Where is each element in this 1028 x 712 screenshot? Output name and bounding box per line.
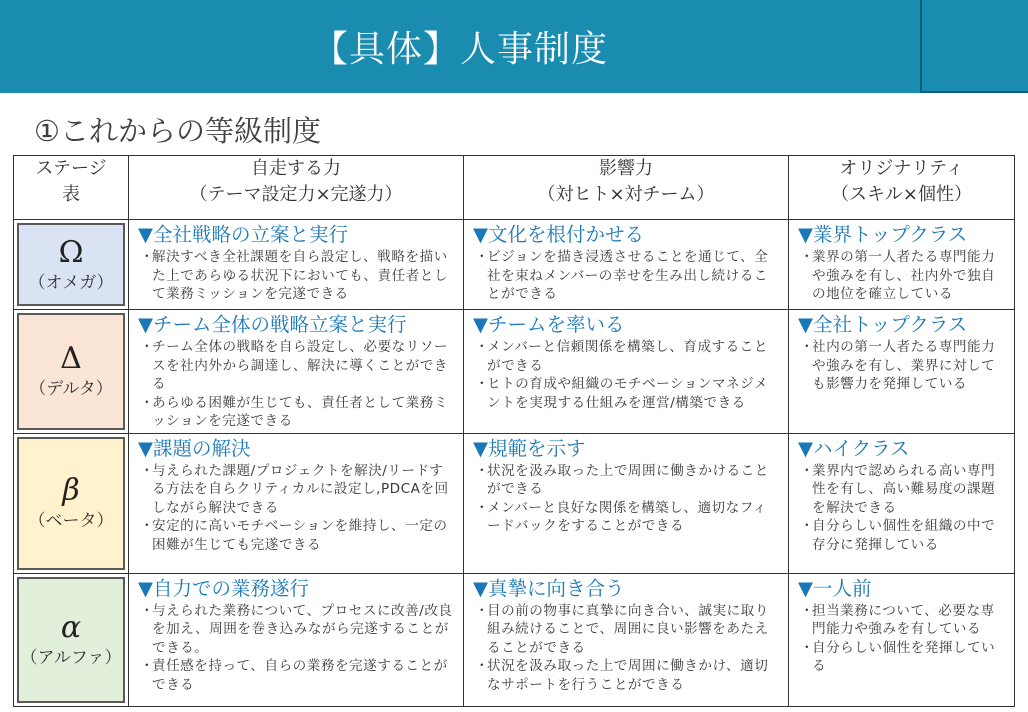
bullet-dot: ・ [140, 249, 155, 265]
criteria-bullets [473, 338, 780, 412]
bullet-item [138, 462, 455, 518]
bullet-text: 責任感を持って、自らの業務を完遂することができる [152, 658, 448, 693]
table-row-alpha [14, 573, 1015, 706]
bullet-text: ビジョンを描き浸透させることを通じて、全社を束ねメンバーの幸せを生み出し続けることができる [487, 249, 769, 302]
bullet-item [798, 338, 1006, 394]
criteria-bullets [138, 338, 455, 431]
bullet-text: 自分らしい個性を発揮している [812, 639, 996, 674]
stage-cell [14, 220, 129, 310]
bullet-text: あらゆる困難が生じても、責任者として業務ミッションを完遂できる [152, 394, 448, 429]
header-corner-box [920, 0, 1028, 93]
bullet-dot: ・ [475, 249, 490, 265]
section-subtitle: ①これからの等級制度 [34, 114, 321, 148]
criteria-title: ▼全社戦略の立案と実行 [138, 223, 348, 246]
bullet-item [798, 639, 1006, 676]
criteria-bullets [473, 462, 780, 536]
criteria-bullets [138, 462, 455, 555]
bullet-text: 与えられた業務について、プロセスに改善/改良を加え、周囲を巻き込みながら完遂することができる。 [152, 602, 453, 656]
criteria-title: ▼業界トップクラス [798, 223, 968, 246]
column-header-influence: 影響力 （対ヒト×対チーム） [464, 156, 789, 220]
bullet-item [798, 602, 1006, 639]
bullet-item [138, 517, 455, 554]
stage-symbol: β [62, 473, 80, 508]
criteria-cell-c1 [129, 433, 464, 573]
stage-symbol: Δ [60, 341, 82, 377]
bullet-dot: ・ [800, 518, 815, 534]
bullet-text: ヒトの育成や組織のモチベーションマネジメントを実現する仕組みを運営/構築できる [487, 376, 768, 411]
bullet-text: メンバーと良好な関係を構築し、適切なフィードバックをすることができる [487, 499, 767, 534]
bullet-dot: ・ [475, 602, 490, 619]
stage-badge [17, 223, 125, 306]
stage-badge [17, 313, 125, 430]
criteria-cell-c2 [464, 220, 789, 310]
criteria-bullets [138, 602, 455, 695]
criteria-title: ▼真摯に向き合う [473, 576, 625, 600]
bullet-text: 状況を汲み取った上で周囲に働きかけることができる [487, 462, 769, 497]
bullet-dot: ・ [140, 462, 155, 479]
bullet-item [473, 375, 780, 412]
bullet-text: 担当業務について、必要な専門能力や強みを有している [812, 602, 995, 637]
stage-symbol: α [60, 609, 82, 645]
column-header-self-drive: 自走する力 （テーマ設定力×完遂力） [129, 156, 464, 220]
bullet-dot: ・ [800, 602, 815, 619]
bullet-text: 解決すべき全社課題を自ら設定し、戦略を描いた上であらゆる状況下においても、責任者として業務ミッションを完遂できる [152, 249, 448, 302]
criteria-cell-c1 [129, 220, 464, 310]
stage-badge [17, 437, 125, 570]
bullet-text: 目の前の物事に真摯に向き合い、誠実に取り組み続けることで、周囲に良い影響をあたえることができる [487, 602, 769, 656]
column-header-stage: ステージ 表 [14, 156, 129, 220]
bullet-item [473, 462, 780, 499]
bullet-item [138, 248, 455, 304]
table-row-omega [14, 220, 1015, 310]
criteria-bullets [798, 338, 1006, 394]
criteria-title: ▼チームを率いる [473, 313, 625, 336]
stage-cell [14, 433, 129, 573]
criteria-cell-c1 [129, 573, 464, 706]
column-header-originality: オリジナリティ （スキル×個性） [789, 156, 1015, 220]
bullet-text: 業界の第一人者たる専門能力や強みを有し、社内外で独自の地位を確立している [812, 249, 996, 302]
bullet-item [138, 602, 455, 658]
bullet-item [138, 657, 455, 694]
stage-cell [14, 310, 129, 434]
criteria-cell-c3 [789, 220, 1015, 310]
bullet-item [473, 499, 780, 536]
bullet-text: 自分らしい個性を組織の中で存分に発揮している [812, 518, 996, 553]
table-row-delta [14, 310, 1015, 434]
table-row-beta [14, 433, 1015, 573]
criteria-cell-c3 [789, 433, 1015, 573]
bullet-text: 社内の第一人者たる専門能力や強みを有し、業界に対しても影響力を発揮している [812, 339, 996, 392]
bullet-dot: ・ [475, 339, 490, 355]
bullet-dot: ・ [140, 658, 155, 674]
criteria-bullets [798, 462, 1006, 555]
bullet-text: 与えられた課題/プロジェクトを解決/リードする方法を自らクリティカルに設定し,PDCAを回しながら解決できる [152, 462, 449, 516]
bullet-text: 安定的に高いモチベーションを維持し、一定の困難が生じても完遂できる [152, 518, 448, 553]
header-bar [0, 0, 1028, 93]
criteria-bullets [798, 248, 1006, 304]
bullet-item [798, 462, 1006, 518]
criteria-bullets [473, 248, 780, 304]
bullet-text: 状況を汲み取った上で周囲に働きかけ、適切なサポートを行うことができる [487, 658, 769, 693]
criteria-title: ▼課題の解決 [138, 436, 251, 460]
criteria-title: ▼規範を示す [473, 436, 586, 460]
bullet-item [473, 338, 780, 375]
stage-cell [14, 573, 129, 706]
criteria-cell-c2 [464, 433, 789, 573]
stage-name: （オメガ） [28, 272, 114, 293]
bullet-dot: ・ [140, 339, 155, 355]
bullet-dot: ・ [800, 639, 815, 656]
criteria-title: ▼全社トップクラス [798, 313, 968, 336]
bullet-item [798, 248, 1006, 304]
bullet-item [138, 338, 455, 394]
criteria-title: ▼チーム全体の戦略立案と実行 [138, 313, 407, 336]
bullet-item [473, 248, 780, 304]
criteria-title: ▼文化を根付かせる [473, 223, 644, 246]
page-title: 【具体】人事制度 [311, 29, 608, 70]
bullet-item [798, 517, 1006, 554]
stage-symbol: Ω [58, 234, 84, 270]
stage-badge [17, 577, 125, 703]
stage-name: （ベータ） [28, 511, 114, 531]
bullet-text: 業界内で認められる高い専門性を有し、高い難易度の課題を解決できる [812, 462, 996, 516]
bullet-text: メンバーと信頼関係を構築し、育成することができる [487, 339, 768, 374]
bullet-dot: ・ [475, 376, 490, 392]
bullet-dot: ・ [475, 499, 490, 516]
criteria-cell-c1 [129, 310, 464, 434]
grade-table [13, 155, 1015, 707]
bullet-dot: ・ [140, 394, 155, 411]
bullet-item [138, 394, 455, 431]
bullet-text: チーム全体の戦略を自ら設定し、必要なリソースを社内外から調達し、解決に導くことができる [152, 339, 448, 392]
bullet-dot: ・ [800, 339, 815, 355]
stage-name: （アルファ） [20, 647, 122, 668]
bullet-dot: ・ [800, 462, 815, 479]
table-header-row [14, 156, 1015, 220]
bullet-item [473, 657, 780, 694]
criteria-cell-c2 [464, 573, 789, 706]
criteria-bullets [798, 602, 1006, 676]
bullet-dot: ・ [475, 658, 490, 674]
criteria-bullets [138, 248, 455, 304]
stage-name: （デルタ） [29, 379, 113, 400]
bullet-dot: ・ [140, 602, 155, 619]
criteria-title: ▼一人前 [798, 576, 872, 600]
criteria-bullets [473, 602, 780, 695]
criteria-title: ▼ハイクラス [798, 436, 910, 460]
bullet-dot: ・ [140, 518, 155, 534]
criteria-cell-c3 [789, 573, 1015, 706]
bullet-dot: ・ [475, 462, 490, 479]
bullet-item [473, 602, 780, 658]
criteria-cell-c3 [789, 310, 1015, 434]
bullet-dot: ・ [800, 249, 815, 265]
criteria-cell-c2 [464, 310, 789, 434]
criteria-title: ▼自力での業務遂行 [138, 576, 309, 600]
